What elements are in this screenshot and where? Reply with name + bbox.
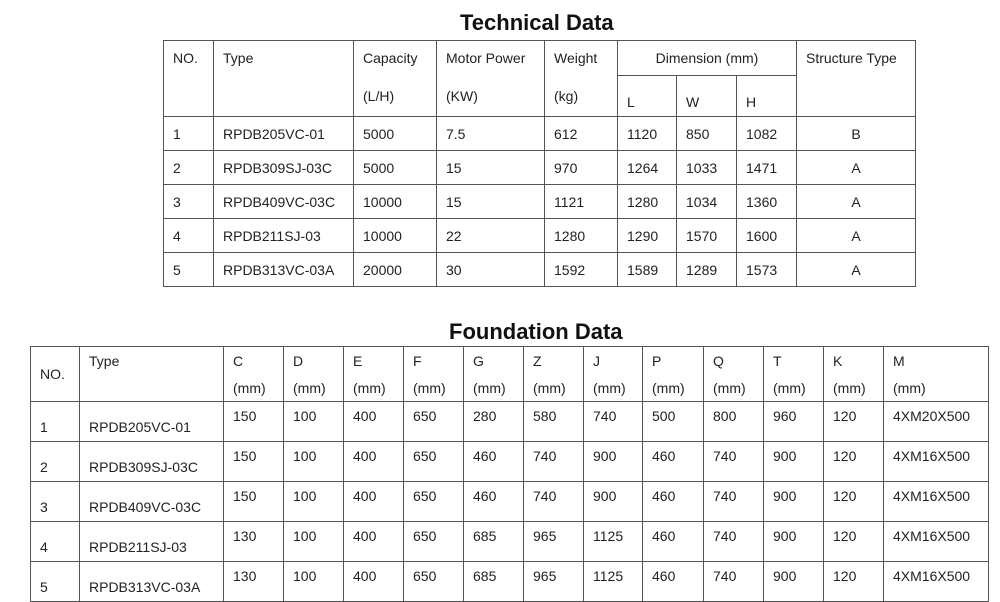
technical-unit-capacity: (L/H) xyxy=(354,76,437,117)
foundation-cell: 460 xyxy=(464,482,524,522)
technical-cell: 1600 xyxy=(737,219,797,253)
foundation-cell: RPDB409VC-03C xyxy=(80,482,224,522)
foundation-unit-e: (mm) xyxy=(344,374,404,402)
technical-cell: 1264 xyxy=(618,151,677,185)
foundation-cell: 685 xyxy=(464,562,524,602)
foundation-cell: 400 xyxy=(344,402,404,442)
foundation-cell: 650 xyxy=(404,522,464,562)
technical-cell: 1360 xyxy=(737,185,797,219)
foundation-cell: 130 xyxy=(224,562,284,602)
technical-header-weight: Weight xyxy=(545,41,618,76)
foundation-cell: 120 xyxy=(824,562,884,602)
foundation-cell: 120 xyxy=(824,522,884,562)
foundation-unit-m: (mm) xyxy=(884,374,989,402)
foundation-row xyxy=(31,482,989,522)
foundation-cell: 740 xyxy=(704,442,764,482)
foundation-cell: 650 xyxy=(404,562,464,602)
technical-cell: 970 xyxy=(545,151,618,185)
foundation-cell: 740 xyxy=(704,562,764,602)
foundation-cell: 650 xyxy=(404,402,464,442)
foundation-cell: 5 xyxy=(31,562,80,602)
technical-cell: A xyxy=(797,253,916,287)
technical-cell: 2 xyxy=(164,151,214,185)
foundation-header-t: T xyxy=(764,347,824,375)
technical-cell: 1471 xyxy=(737,151,797,185)
foundation-unit-c: (mm) xyxy=(224,374,284,402)
foundation-header-g: G xyxy=(464,347,524,375)
foundation-unit-j: (mm) xyxy=(584,374,643,402)
foundation-cell: 1125 xyxy=(584,562,643,602)
technical-data-title: Technical Data xyxy=(460,10,614,35)
technical-cell: RPDB309SJ-03C xyxy=(214,151,354,185)
technical-cell: 1290 xyxy=(618,219,677,253)
technical-header-structure: Structure Type xyxy=(797,41,916,76)
foundation-cell: RPDB205VC-01 xyxy=(80,402,224,442)
technical-cell: 1570 xyxy=(677,219,737,253)
technical-cell: 1 xyxy=(164,117,214,151)
foundation-cell: 650 xyxy=(404,482,464,522)
foundation-cell: 150 xyxy=(224,402,284,442)
foundation-header-m: M xyxy=(884,347,989,375)
technical-cell: A xyxy=(797,151,916,185)
technical-header-dim-h: H xyxy=(737,76,797,117)
technical-cell: 1034 xyxy=(677,185,737,219)
technical-cell: 1280 xyxy=(618,185,677,219)
technical-cell: A xyxy=(797,185,916,219)
foundation-header-z: Z xyxy=(524,347,584,375)
technical-cell: 15 xyxy=(437,151,545,185)
foundation-cell: 685 xyxy=(464,522,524,562)
foundation-header-row xyxy=(31,347,989,375)
technical-cell: B xyxy=(797,117,916,151)
foundation-cell: 460 xyxy=(643,522,704,562)
foundation-cell: 4XM16X500 xyxy=(884,482,989,522)
technical-cell: 1120 xyxy=(618,117,677,151)
foundation-cell: 1 xyxy=(31,402,80,442)
foundation-cell: 460 xyxy=(643,442,704,482)
foundation-row xyxy=(31,522,989,562)
technical-header-capacity: Capacity xyxy=(354,41,437,76)
technical-header-type: Type xyxy=(214,41,354,76)
technical-cell: 1121 xyxy=(545,185,618,219)
foundation-cell: 800 xyxy=(704,402,764,442)
technical-cell: 1082 xyxy=(737,117,797,151)
foundation-cell: 120 xyxy=(824,482,884,522)
technical-cell: RPDB313VC-03A xyxy=(214,253,354,287)
foundation-cell: 130 xyxy=(224,522,284,562)
foundation-row xyxy=(31,562,989,602)
foundation-unit-g: (mm) xyxy=(464,374,524,402)
technical-cell: 30 xyxy=(437,253,545,287)
technical-cell: 20000 xyxy=(354,253,437,287)
technical-cell: 1573 xyxy=(737,253,797,287)
foundation-header-type: Type xyxy=(80,347,224,402)
foundation-cell: 965 xyxy=(524,562,584,602)
technical-cell: 850 xyxy=(677,117,737,151)
foundation-cell: 400 xyxy=(344,522,404,562)
foundation-cell: 100 xyxy=(284,402,344,442)
technical-row xyxy=(164,185,916,219)
foundation-header-e: E xyxy=(344,347,404,375)
technical-row xyxy=(164,151,916,185)
foundation-cell: 150 xyxy=(224,482,284,522)
technical-cell: 1592 xyxy=(545,253,618,287)
technical-cell: 15 xyxy=(437,185,545,219)
foundation-cell: 740 xyxy=(704,522,764,562)
foundation-header-d: D xyxy=(284,347,344,375)
foundation-cell: 100 xyxy=(284,482,344,522)
foundation-unit-f: (mm) xyxy=(404,374,464,402)
foundation-cell: 900 xyxy=(584,482,643,522)
foundation-cell: 580 xyxy=(524,402,584,442)
foundation-cell: 960 xyxy=(764,402,824,442)
foundation-header-f: F xyxy=(404,347,464,375)
foundation-header-no: NO. xyxy=(31,347,80,402)
foundation-cell: 120 xyxy=(824,442,884,482)
foundation-cell: 120 xyxy=(824,402,884,442)
technical-row xyxy=(164,253,916,287)
foundation-header-q: Q xyxy=(704,347,764,375)
foundation-cell: 740 xyxy=(704,482,764,522)
technical-data-table xyxy=(163,40,916,287)
foundation-cell: 400 xyxy=(344,482,404,522)
technical-cell: 5000 xyxy=(354,117,437,151)
technical-cell: 5000 xyxy=(354,151,437,185)
technical-cell: 22 xyxy=(437,219,545,253)
foundation-cell: 460 xyxy=(643,562,704,602)
foundation-header-c: C xyxy=(224,347,284,375)
foundation-cell: 900 xyxy=(764,562,824,602)
foundation-cell: 4XM16X500 xyxy=(884,562,989,602)
foundation-cell: 900 xyxy=(764,442,824,482)
technical-header-motor-power: Motor Power xyxy=(437,41,545,76)
technical-header-dim-l: L xyxy=(618,76,677,117)
foundation-cell: 460 xyxy=(464,442,524,482)
foundation-cell: RPDB211SJ-03 xyxy=(80,522,224,562)
foundation-cell: 4XM16X500 xyxy=(884,442,989,482)
technical-cell: 10000 xyxy=(354,219,437,253)
foundation-unit-k: (mm) xyxy=(824,374,884,402)
foundation-row xyxy=(31,402,989,442)
foundation-cell: 400 xyxy=(344,562,404,602)
foundation-cell: 900 xyxy=(584,442,643,482)
foundation-unit-q: (mm) xyxy=(704,374,764,402)
foundation-row xyxy=(31,442,989,482)
technical-cell: 7.5 xyxy=(437,117,545,151)
foundation-cell: 740 xyxy=(584,402,643,442)
foundation-unit-t: (mm) xyxy=(764,374,824,402)
foundation-cell: 100 xyxy=(284,442,344,482)
foundation-cell: 500 xyxy=(643,402,704,442)
foundation-header-j: J xyxy=(584,347,643,375)
technical-header-row xyxy=(164,41,916,76)
foundation-data-table xyxy=(30,346,989,602)
foundation-cell: 900 xyxy=(764,482,824,522)
technical-header-no: NO. xyxy=(164,41,214,76)
foundation-cell: 4 xyxy=(31,522,80,562)
technical-cell: 10000 xyxy=(354,185,437,219)
foundation-cell: 150 xyxy=(224,442,284,482)
foundation-cell: 400 xyxy=(344,442,404,482)
technical-cell: 5 xyxy=(164,253,214,287)
foundation-cell: 280 xyxy=(464,402,524,442)
technical-row xyxy=(164,117,916,151)
foundation-cell: 740 xyxy=(524,442,584,482)
technical-unit-motor-power: (KW) xyxy=(437,76,545,117)
technical-cell: RPDB211SJ-03 xyxy=(214,219,354,253)
technical-cell: RPDB205VC-01 xyxy=(214,117,354,151)
foundation-cell: 100 xyxy=(284,562,344,602)
technical-cell: 1033 xyxy=(677,151,737,185)
foundation-cell: 2 xyxy=(31,442,80,482)
technical-row xyxy=(164,219,916,253)
technical-header-dimension: Dimension (mm) xyxy=(618,41,797,76)
foundation-cell: 1125 xyxy=(584,522,643,562)
foundation-header-p: P xyxy=(643,347,704,375)
technical-unit-weight: (kg) xyxy=(545,76,618,117)
foundation-cell: 460 xyxy=(643,482,704,522)
foundation-header-k: K xyxy=(824,347,884,375)
technical-cell: RPDB409VC-03C xyxy=(214,185,354,219)
foundation-unit-d: (mm) xyxy=(284,374,344,402)
foundation-cell: 965 xyxy=(524,522,584,562)
foundation-cell: RPDB313VC-03A xyxy=(80,562,224,602)
technical-cell: 612 xyxy=(545,117,618,151)
technical-cell: 3 xyxy=(164,185,214,219)
foundation-cell: 100 xyxy=(284,522,344,562)
technical-cell: 1289 xyxy=(677,253,737,287)
foundation-cell: 3 xyxy=(31,482,80,522)
foundation-cell: 650 xyxy=(404,442,464,482)
foundation-data-title: Foundation Data xyxy=(449,319,623,344)
foundation-cell: 900 xyxy=(764,522,824,562)
foundation-cell: RPDB309SJ-03C xyxy=(80,442,224,482)
technical-cell: 1280 xyxy=(545,219,618,253)
foundation-cell: 4XM20X500 xyxy=(884,402,989,442)
technical-cell: A xyxy=(797,219,916,253)
technical-unit-row xyxy=(164,76,916,117)
technical-cell: 1589 xyxy=(618,253,677,287)
foundation-cell: 740 xyxy=(524,482,584,522)
technical-header-dim-w: W xyxy=(677,76,737,117)
foundation-unit-z: (mm) xyxy=(524,374,584,402)
foundation-unit-p: (mm) xyxy=(643,374,704,402)
foundation-cell: 4XM16X500 xyxy=(884,522,989,562)
technical-cell: 4 xyxy=(164,219,214,253)
